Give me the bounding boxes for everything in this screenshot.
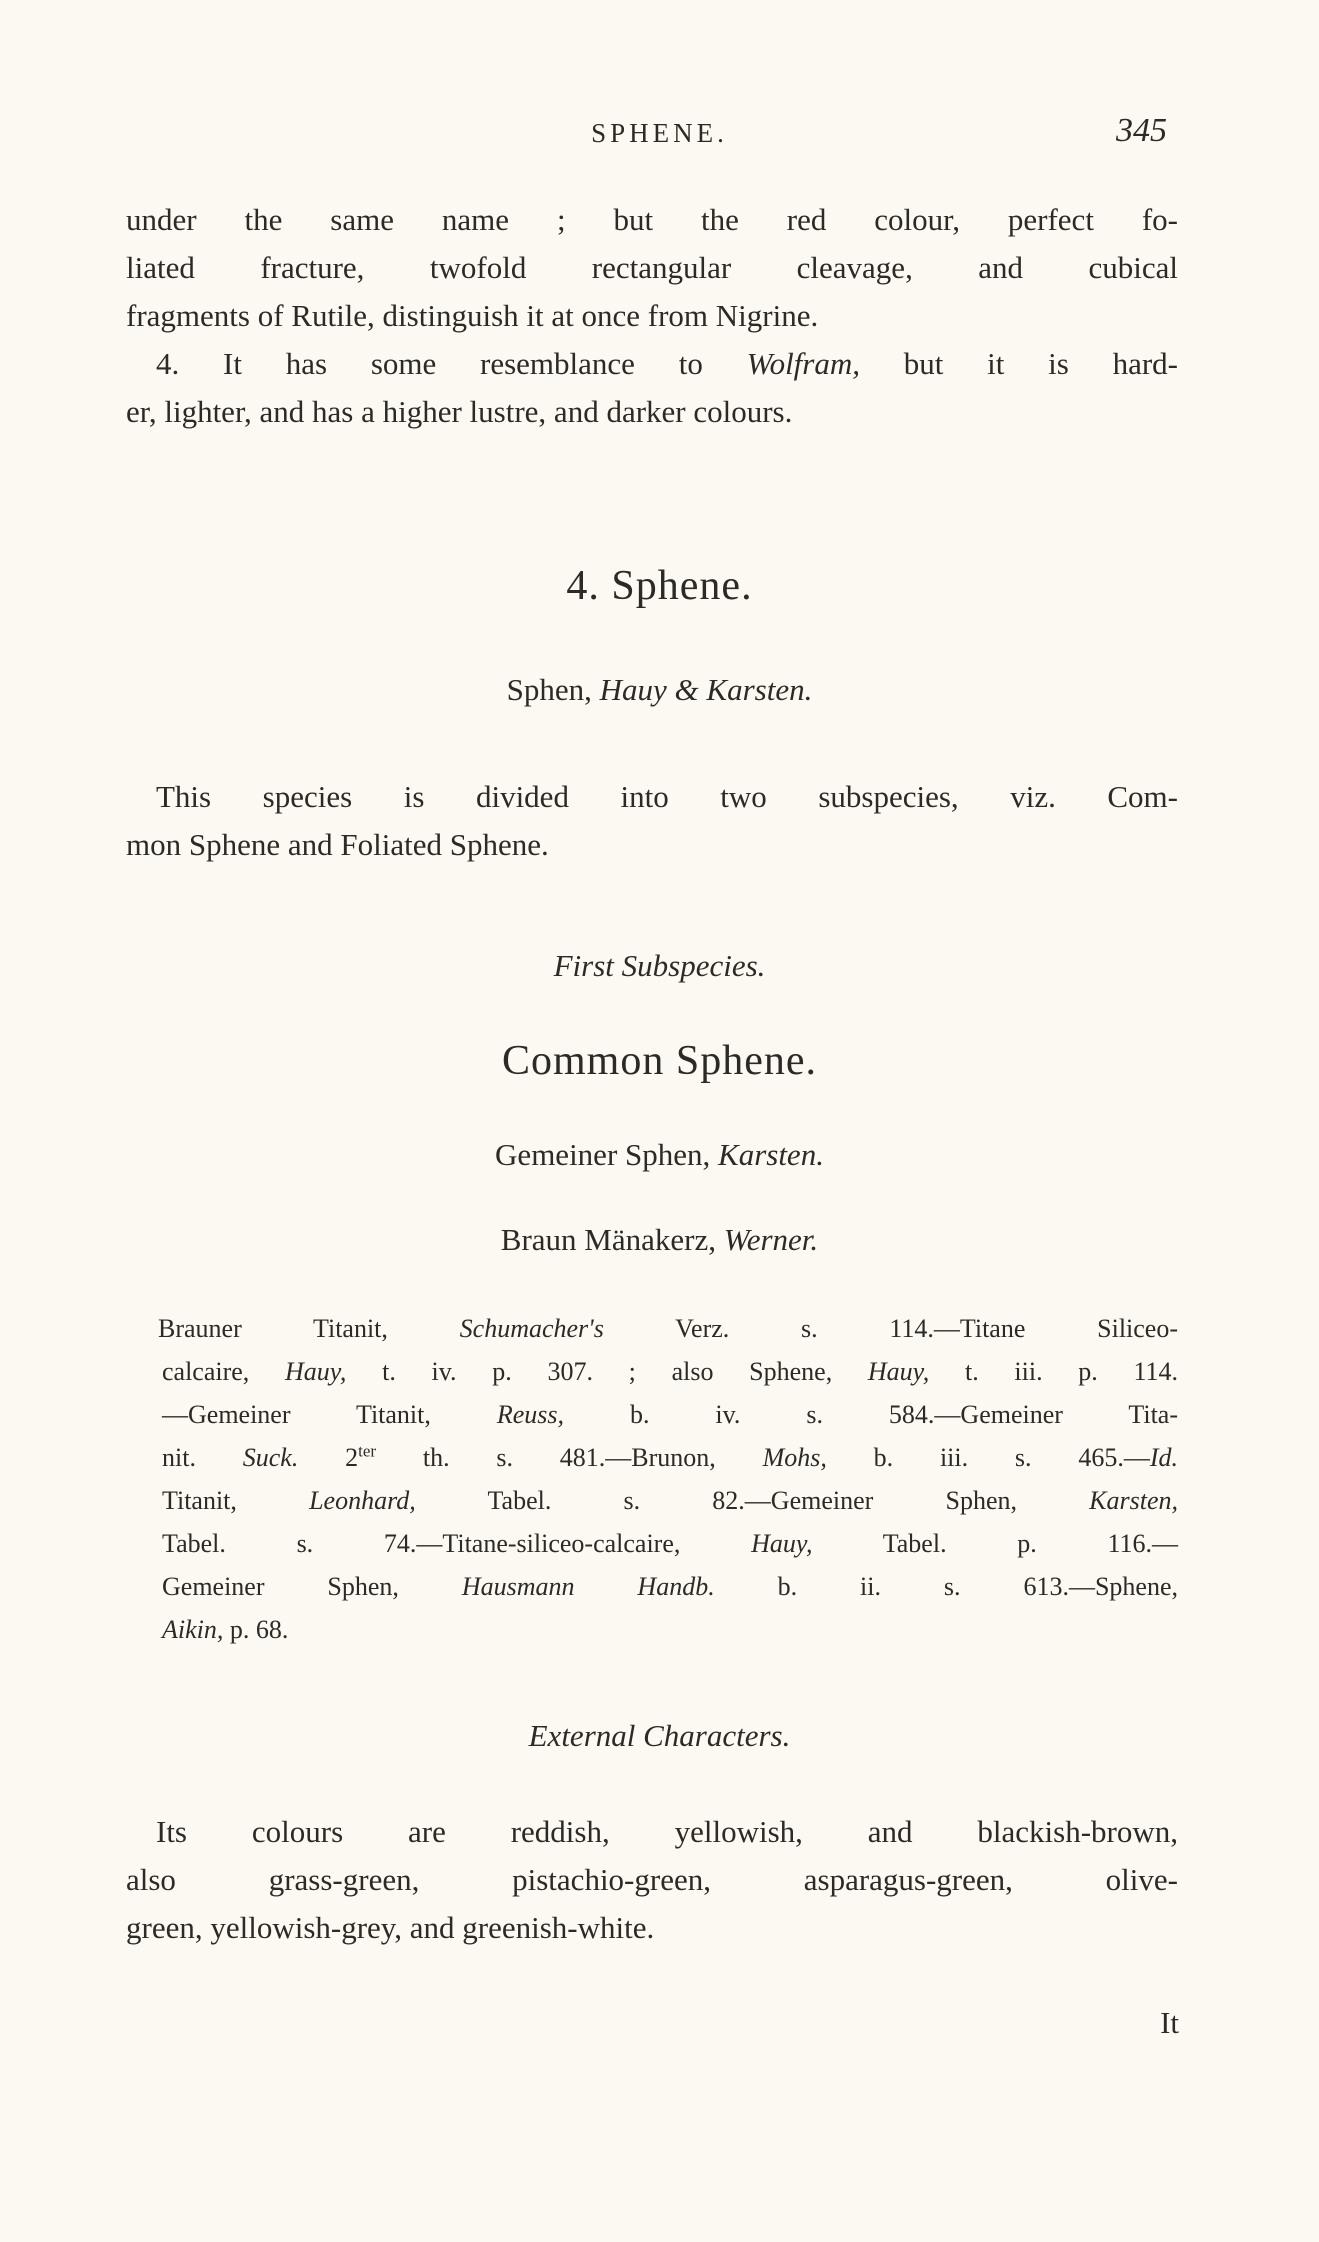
text-line: Its colours are reddish, yellowish, and blackish-brown, (156, 1814, 1178, 1849)
section-heading: External Characters. (528, 1718, 791, 1753)
intro-paragraph (126, 196, 1178, 340)
text-line: er, lighter, and has a higher lustre, and darker colours. (126, 394, 793, 429)
text-line: fragments of Rutile, distinguish it at once from Nigrine. (126, 298, 819, 333)
synonymy-line: calcaire, Hauy, t. iv. p. 307. ; also Sphene, Hauy, t. iii. p. 114. (162, 1357, 1178, 1386)
text-line: 4. It has some resemblance to Wolfram, but it is hard- (156, 346, 1179, 381)
text-line: under the same name ; but the red colour, perfect fo- (126, 202, 1178, 237)
synonymy-line: Titanit, Leonhard, Tabel. s. 82.—Gemeiner Sphen, Karsten, (162, 1486, 1178, 1515)
subspecies-synonym: Braun Mänakerz, Werner. (500, 1222, 819, 1257)
page-header (0, 112, 1319, 152)
catchword: It (1160, 2005, 1179, 2040)
synonymy-line: Aikin, p. 68. (162, 1615, 289, 1644)
page-number: 345 (1116, 112, 1167, 149)
division-paragraph (126, 773, 1178, 869)
subspecies-synonym: Gemeiner Sphen, Karsten. (495, 1137, 824, 1172)
species-synonym: Sphen, Hauy & Karsten. (506, 672, 813, 707)
synonymy-line: nit. Suck. $2^{ter}$ th. s. 481.—Brunon, Mohs, b. iii. s. 465.—Id. (162, 1441, 1179, 1472)
running-title: SPHENE. (591, 118, 728, 148)
synonymy-line: Gemeiner Sphen, Hausmann Handb. b. ii. s. 613.—Sphene, (162, 1572, 1178, 1601)
synonymy-line: —Gemeiner Titanit, Reuss, b. iv. s. 584.—Gemeiner Tita- (162, 1400, 1178, 1429)
subspecies-label: First Subspecies. (553, 948, 766, 983)
text-line: liated fracture, twofold rectangular cleavage, and cubical (126, 250, 1178, 285)
species-title: 4. Sphene. (566, 563, 753, 609)
colours-paragraph (126, 1808, 1178, 1952)
synonymy-line: Tabel. s. 74.—Titane-siliceo-calcaire, Hauy, Tabel. p. 116.— (162, 1529, 1178, 1558)
text-line: mon Sphene and Foliated Sphene. (126, 827, 549, 862)
synonymy-line: Brauner Titanit, Schumacher's Verz. s. 114.—Titane Siliceo- (158, 1314, 1178, 1343)
subspecies-title: Common Sphene. (502, 1038, 817, 1084)
synonymy-block (158, 1307, 1179, 1651)
text-line: green, yellowish-grey, and greenish-white. (126, 1910, 655, 1945)
text-line: This species is divided into two subspecies, viz. Com- (156, 779, 1178, 814)
text-line: also grass-green, pistachio-green, asparagus-green, olive- (126, 1862, 1178, 1897)
point-four-paragraph (126, 340, 1178, 436)
